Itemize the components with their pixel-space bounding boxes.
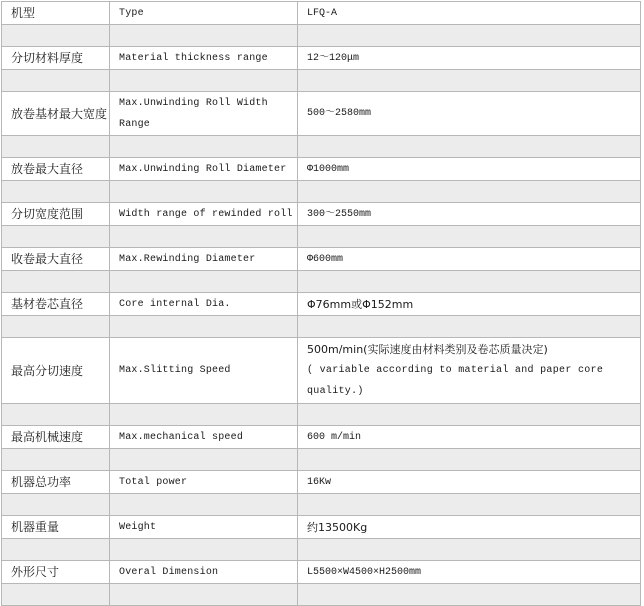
row-value: Φ600mm	[298, 248, 641, 271]
row-label-en: Max.Unwinding Roll Diameter	[110, 158, 298, 181]
row-label-en: Max.Rewinding Diameter	[110, 248, 298, 271]
row-value: 16Kw	[298, 471, 641, 494]
row-label-en: Max.Unwinding Roll Width Range	[110, 92, 298, 136]
row-label-en: Type	[110, 2, 298, 25]
row-separator	[2, 136, 641, 158]
row-value	[298, 338, 641, 404]
table-row	[2, 92, 641, 136]
row-label-cn: 最高机械速度	[2, 426, 110, 449]
row-separator	[2, 449, 641, 471]
row-label-cn: 机器重量	[2, 516, 110, 539]
table-row	[2, 203, 641, 226]
row-separator	[2, 226, 641, 248]
row-label-en: Max.Slitting Speed	[110, 338, 298, 404]
row-label-cn: 分切材料厚度	[2, 47, 110, 70]
row-label-cn: 最高分切速度	[2, 338, 110, 404]
row-separator	[2, 494, 641, 516]
row-value: 300～2550mm	[298, 203, 641, 226]
table-row	[2, 47, 641, 70]
row-value: 600 m/min	[298, 426, 641, 449]
row-value: 12～120μm	[298, 47, 641, 70]
row-label-cn: 基材卷芯直径	[2, 293, 110, 316]
table-row	[2, 426, 641, 449]
table-row	[2, 561, 641, 584]
row-label-cn: 分切宽度范围	[2, 203, 110, 226]
row-value: LFQ-A	[298, 2, 641, 25]
row-separator	[2, 539, 641, 561]
row-label-en: Core internal Dia.	[110, 293, 298, 316]
table-row	[2, 2, 641, 25]
row-value-note: ( variable according to material and paper core quality.)	[307, 365, 604, 397]
row-value: Φ76mm或Φ152mm	[298, 293, 641, 316]
row-value: 500～2580mm	[298, 92, 641, 136]
row-separator	[2, 271, 641, 293]
row-separator	[2, 404, 641, 426]
table-row	[2, 158, 641, 181]
row-separator	[2, 316, 641, 338]
row-separator	[2, 70, 641, 92]
row-label-cn: 收卷最大直径	[2, 248, 110, 271]
row-separator	[2, 584, 641, 606]
row-label-en: Material thickness range	[110, 47, 298, 70]
row-label-cn: 放卷最大直径	[2, 158, 110, 181]
spec-table	[1, 1, 641, 606]
row-label-en: Width range of rewinded roll	[110, 203, 298, 226]
row-separator	[2, 181, 641, 203]
row-label-cn: 放卷基材最大宽度	[2, 92, 110, 136]
row-separator	[2, 25, 641, 47]
row-value: 约13500Kg	[298, 516, 641, 539]
row-label-en: Weight	[110, 516, 298, 539]
row-label-en: Max.mechanical speed	[110, 426, 298, 449]
row-value-primary: 500m/min(实际速度由材料类别及卷芯质量决定)	[307, 343, 548, 356]
row-value: Φ1000mm	[298, 158, 641, 181]
table-row	[2, 293, 641, 316]
row-label-cn: 机器总功率	[2, 471, 110, 494]
table-row	[2, 248, 641, 271]
row-label-cn: 机型	[2, 2, 110, 25]
table-row	[2, 471, 641, 494]
row-label-en: Total power	[110, 471, 298, 494]
row-label-en: Overal Dimension	[110, 561, 298, 584]
row-label-cn: 外形尺寸	[2, 561, 110, 584]
row-value: L5500×W4500×H2500mm	[298, 561, 641, 584]
table-row	[2, 516, 641, 539]
table-row	[2, 338, 641, 404]
